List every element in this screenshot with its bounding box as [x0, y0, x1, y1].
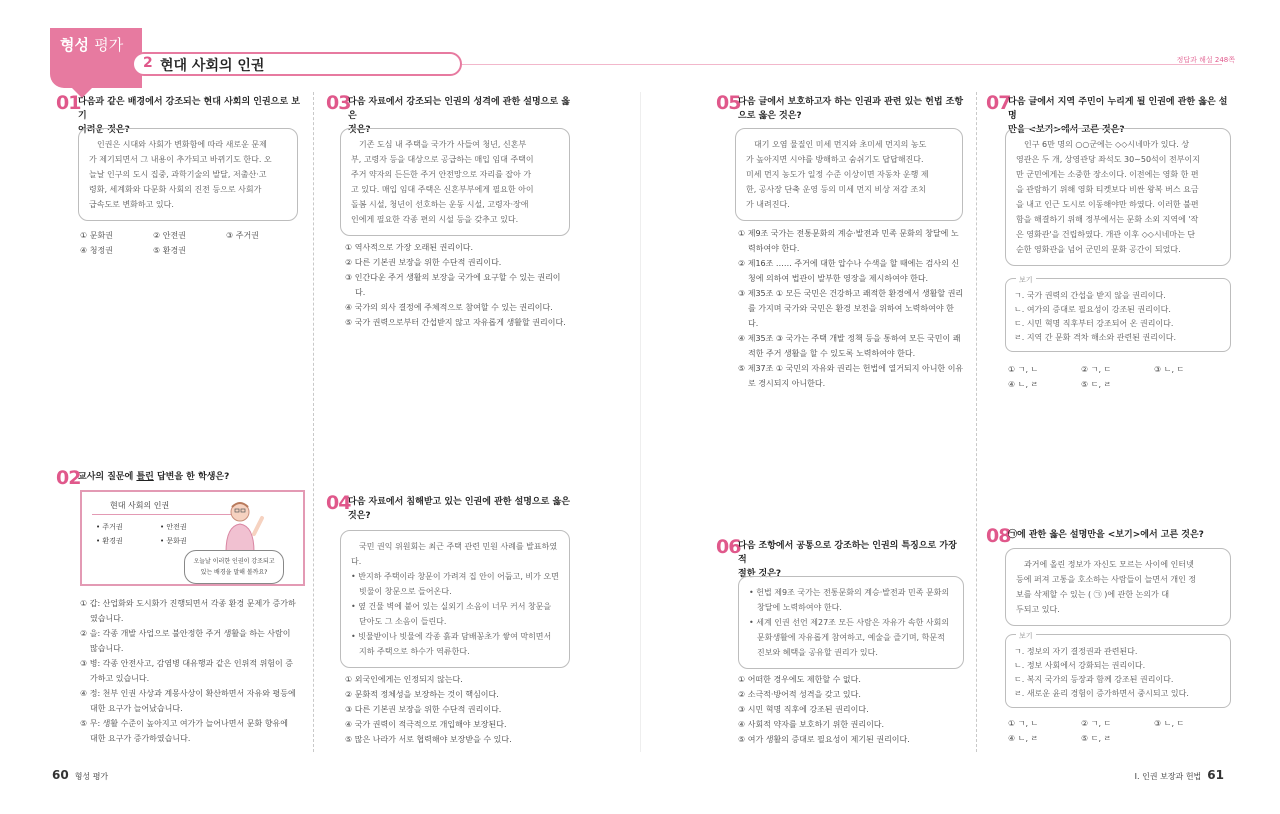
option[interactable]: ③ 시민 혁명 직후에 강조된 권리이다. — [738, 705, 869, 714]
option[interactable]: ⑤ ㄷ, ㄹ — [1081, 380, 1112, 389]
question-04-passage: 국민 권익 위원회는 최근 주택 관련 민원 사례를 발표하였다. • 반지하 주택이라 창문이 가려져 집 안이 어둡고, 비가 오면 빗물이 창문으로 들어온다. • 옆 건물 벽에 붙어 있는 실외기 소음이 너무 커서 창문을 닫아도 그 소음이 들린다. • 빗물받이나 빗물에 각종 흙과 담배꽁초가 쌓여 막히면서 지하 주택으로 하수가 역류한다. — [340, 530, 570, 668]
column-divider — [976, 92, 977, 752]
board-item: • 문화권 — [160, 537, 187, 545]
option[interactable]: ⑤ 국가 권력으로부터 간섭받지 않고 자유롭게 생활할 권리이다. — [345, 318, 566, 327]
header-rule — [462, 64, 1222, 65]
question-number: 01 — [56, 92, 81, 114]
question-text: 다음 조항에서 공통으로 강조하는 인권의 특징으로 가장 적 절한 것은? — [738, 541, 957, 579]
question-06-options — [738, 672, 964, 747]
option[interactable]: ② 을: 각종 개발 사업으로 불안정한 주거 생활을 하는 사람이 많습니다. — [80, 629, 291, 653]
speech-bubble: 오늘날 이러한 인권이 강조되고 있는 배경을 말해 볼까요? — [184, 550, 284, 584]
question-number: 07 — [986, 92, 1011, 114]
option[interactable]: ⑤ 환경권 — [153, 246, 186, 255]
question-number: 05 — [716, 92, 741, 114]
question-08-options — [1008, 716, 1227, 746]
bogi-item: ㄹ. 새로운 윤리 경험이 증가하면서 중시되고 있다. — [1014, 689, 1189, 698]
option[interactable]: ② ㄱ, ㄷ — [1081, 719, 1112, 728]
answer-reference: 정답과 해설 248쪽 — [1176, 56, 1235, 64]
bogi-item: ㄹ. 지역 간 문화 격차 해소와 관련된 권리이다. — [1014, 333, 1176, 342]
option[interactable]: ① 외국인에게는 인정되지 않는다. — [345, 675, 463, 684]
option[interactable]: ④ 국가의 의사 결정에 주체적으로 참여할 수 있는 권리이다. — [345, 303, 553, 312]
option[interactable]: ② 다른 기본권 보장을 위한 수단적 권리이다. — [345, 258, 502, 267]
option[interactable]: ⑤ 무: 생활 수준이 높아지고 여가가 늘어나면서 문화 향유에 대한 요구가 증가하였습니다. — [80, 719, 288, 743]
board-item: • 주거권 — [96, 523, 123, 531]
option[interactable]: ④ 정: 천부 인권 사상과 계몽사상이 확산하면서 자유와 평등에 대한 요구가 늘어났습니다. — [80, 689, 296, 713]
option[interactable]: ② 제16조 …… 주거에 대한 압수나 수색을 할 때에는 검사의 신청에 의하여 법관이 발부한 영장을 제시하여야 한다. — [738, 259, 960, 283]
footer-right — [1135, 768, 1224, 782]
option[interactable]: ③ 제35조 ① 모든 국민은 건강하고 쾌적한 환경에서 생활할 권리를 가지며 국가와 국민은 환경 보전을 위하여 노력하여야 한다. — [738, 289, 964, 328]
question-04-options — [345, 672, 570, 747]
option[interactable]: ⑤ ㄷ, ㄹ — [1081, 734, 1112, 743]
option[interactable]: ② ㄱ, ㄷ — [1081, 365, 1112, 374]
page-number-left: 60 — [52, 768, 69, 782]
question-text: 다음 글에서 보호하고자 하는 인권과 관련 있는 헌법 조항 으로 옳은 것은? — [738, 97, 964, 121]
option[interactable]: ④ 국가 권력이 적극적으로 개입해야 보장된다. — [345, 720, 507, 729]
bogi-item: ㄱ. 국가 권력의 간섭을 받지 않을 권리이다. — [1014, 291, 1166, 300]
option[interactable]: ① ㄱ, ㄴ — [1008, 365, 1039, 374]
option[interactable]: ② 문화적 정체성을 보장하는 것이 핵심이다. — [345, 690, 499, 699]
option[interactable]: ③ 다른 기본권 보장을 위한 수단적 권리이다. — [345, 705, 502, 714]
question-03-options — [345, 240, 570, 330]
option[interactable]: ① 문화권 — [80, 231, 113, 240]
option[interactable]: ② 안전권 — [153, 231, 186, 240]
question-02-options — [80, 596, 298, 746]
board-item: • 안전권 — [160, 523, 187, 531]
page-number-right: 61 — [1207, 768, 1224, 782]
question-text: ㉠에 관한 옳은 설명만을 <보기>에서 고른 것은? — [1008, 530, 1204, 540]
question-06-passage: • 헌법 제9조 국가는 전통문화의 계승·발전과 민족 문화의 창달에 노력하여야 한다. • 세계 인권 선언 제27조 모든 사람은 자유가 속한 사회의 문화생활에 자유롭게 참여하고, 예술을 즐기며, 학문적 진보와 혜택을 공유할 권리가 있다. — [738, 576, 964, 669]
option[interactable]: ③ ㄴ, ㄷ — [1154, 719, 1185, 728]
bogi-item: ㄷ. 복지 국가의 등장과 함께 강조된 권리이다. — [1014, 675, 1174, 684]
question-text: 교사의 질문에 틀린 답변을 한 학생은? — [78, 472, 230, 482]
option[interactable]: ③ 병: 각종 안전사고, 감염병 대유행과 같은 인위적 위험이 증가하고 있습니다. — [80, 659, 294, 683]
option[interactable]: ① 어떠한 경우에도 제한할 수 없다. — [738, 675, 861, 684]
question-text: 다음 글에서 지역 주민이 누리게 될 인권에 관한 옳은 설명 만을 <보기>에서 고른 것은? — [1008, 97, 1228, 135]
question-01-options — [80, 228, 299, 258]
question-number: 03 — [326, 92, 351, 114]
footer-left-label: 형성 평가 — [74, 772, 109, 781]
question-number: 08 — [986, 525, 1011, 547]
option[interactable]: ⑤ 많은 나라가 서로 협력해야 보장받을 수 있다. — [345, 735, 512, 744]
question-01-passage: 인권은 시대와 사회가 변화함에 따라 새로운 문제 가 제기되면서 그 내용이 추가되고 바뀌기도 한다. 오 늘날 인구의 도시 집중, 과학기술의 발달, 저출산·고 령화, 세계화와 다문화 사회의 진전 등으로 사회가 급속도로 변화하고 있다. — [78, 128, 298, 221]
option[interactable]: ④ ㄴ, ㄹ — [1008, 734, 1039, 743]
option[interactable]: ① 제9조 국가는 전통문화의 계승·발전과 민족 문화의 창달에 노력하여야 한다. — [738, 229, 959, 253]
question-05-passage: 대기 오염 물질인 미세 먼지와 초미세 먼지의 농도 가 높아지면 시야를 방해하고 숨쉬기도 답답해진다. 미세 먼지 농도가 일정 수준 이상이면 자동차 운행 제 한, 공사장 단축 운영 등의 미세 먼지 비상 저감 조치 가 내려진다. — [735, 128, 963, 221]
question-08-bogi — [1005, 634, 1231, 708]
question-number: 02 — [56, 467, 81, 489]
footer-left — [52, 768, 108, 782]
option[interactable]: ② 소극적·방어적 성격을 갖고 있다. — [738, 690, 861, 699]
option[interactable]: ④ 청정권 — [80, 246, 113, 255]
question-number: 04 — [326, 492, 351, 514]
bogi-label: 보기 — [1016, 273, 1036, 287]
option[interactable]: ⑤ 제37조 ① 국민의 자유와 권리는 헌법에 열거되지 아니한 이유로 경시되지 아니한다. — [738, 364, 964, 388]
bogi-item: ㄱ. 정보의 자기 결정권과 관련된다. — [1014, 647, 1138, 656]
footer-right-label: I. 인권 보장과 헌법 — [1134, 772, 1202, 781]
option[interactable]: ③ ㄴ, ㄷ — [1154, 365, 1185, 374]
question-text: 다음과 같은 배경에서 강조되는 현대 사회의 인권으로 보기 어려운 것은? — [78, 97, 300, 135]
option[interactable]: ① 갑: 산업화와 도시화가 진행되면서 각종 환경 문제가 증가하였습니다. — [80, 599, 296, 623]
question-03-passage: 기존 도심 내 주택을 국가가 사들여 청년, 신혼부 부, 고령자 등을 대상으로 공급하는 매입 임대 주택이 주거 약자의 든든한 주거 안전망으로 자리를 잡아 가 고 있다. 매입 임대 주택은 신혼부부에게 필요한 아이 돌봄 시설, 청년이 선호하는 운동 시설, 고령자·장애 인에게 필요한 각종 편의 시설 등을 갖추고 있다. — [340, 128, 570, 236]
board-title: 현대 사회의 인권 — [110, 501, 170, 510]
option[interactable]: ④ ㄴ, ㄹ — [1008, 380, 1039, 389]
option[interactable]: ⑤ 여가 생활의 증대로 필요성이 제기된 권리이다. — [738, 735, 910, 744]
bogi-label: 보기 — [1016, 629, 1036, 643]
board-item: • 환경권 — [96, 537, 123, 545]
bogi-item: ㄴ. 여가의 증대로 필요성이 강조된 권리이다. — [1014, 305, 1171, 314]
question-text: 다음 자료에서 침해받고 있는 인권에 관한 설명으로 옳은 것은? — [348, 497, 570, 521]
question-number: 06 — [716, 536, 741, 558]
section-number: 2 — [143, 55, 153, 71]
option[interactable]: ④ 사회적 약자를 보호하기 위한 권리이다. — [738, 720, 885, 729]
page-gutter — [640, 92, 641, 752]
header-tab-label: 형성 평가 — [60, 36, 124, 54]
question-07-passage: 인구 6만 명의 ○○군에는 ◇◇시네마가 있다. 상 영관은 두 개, 상영관당 좌석도 30~50석이 전부이지 만 군민에게는 소중한 장소이다. 이전에는 영화 한 편 을 관람하기 위해 영화 티켓보다 비싼 왕복 버스 요금 을 내고 인근 도시로 이동해야만 하였다. 이러한 불편 함을 해결하기 위해 정부에서는 문화 소외 지역에 '작 은 영화관'을 건립하였다. 개관 이후 ◇◇시네마는 단 순한 영화관을 넘어 군민의 문화 공간이 되었다. — [1005, 128, 1231, 266]
column-divider — [313, 92, 314, 752]
question-text: 다음 자료에서 강조되는 인권의 성격에 관한 설명으로 옳은 것은? — [348, 97, 570, 135]
option[interactable]: ① 역사적으로 가장 오래된 권리이다. — [345, 243, 474, 252]
option[interactable]: ④ 제35조 ③ 국가는 주택 개발 정책 등을 통하여 모든 국민이 쾌적한 주거 생활을 할 수 있도록 노력하여야 한다. — [738, 334, 961, 358]
teacher-illustration — [210, 496, 270, 556]
bogi-item: ㄷ. 시민 혁명 직후부터 강조되어 온 권리이다. — [1014, 319, 1174, 328]
question-08-passage: 과거에 올린 정보가 자신도 모르는 사이에 인터넷 등에 퍼져 고통을 호소하는 사람들이 늘면서 개인 정 보를 삭제할 수 있는 ( ㉠ )에 관한 논의가 대 두되고 있다. — [1005, 548, 1231, 626]
option[interactable]: ③ 인간다운 주거 생활의 보장을 국가에 요구할 수 있는 권리이다. — [345, 273, 561, 297]
section-title: 현대 사회의 인권 — [160, 58, 265, 74]
question-07-options — [1008, 362, 1227, 392]
bogi-item: ㄴ. 정보 사회에서 강화되는 권리이다. — [1014, 661, 1146, 670]
question-05-options — [738, 226, 964, 391]
option[interactable]: ① ㄱ, ㄴ — [1008, 719, 1039, 728]
option[interactable]: ③ 주거권 — [226, 231, 259, 240]
question-07-bogi — [1005, 278, 1231, 352]
